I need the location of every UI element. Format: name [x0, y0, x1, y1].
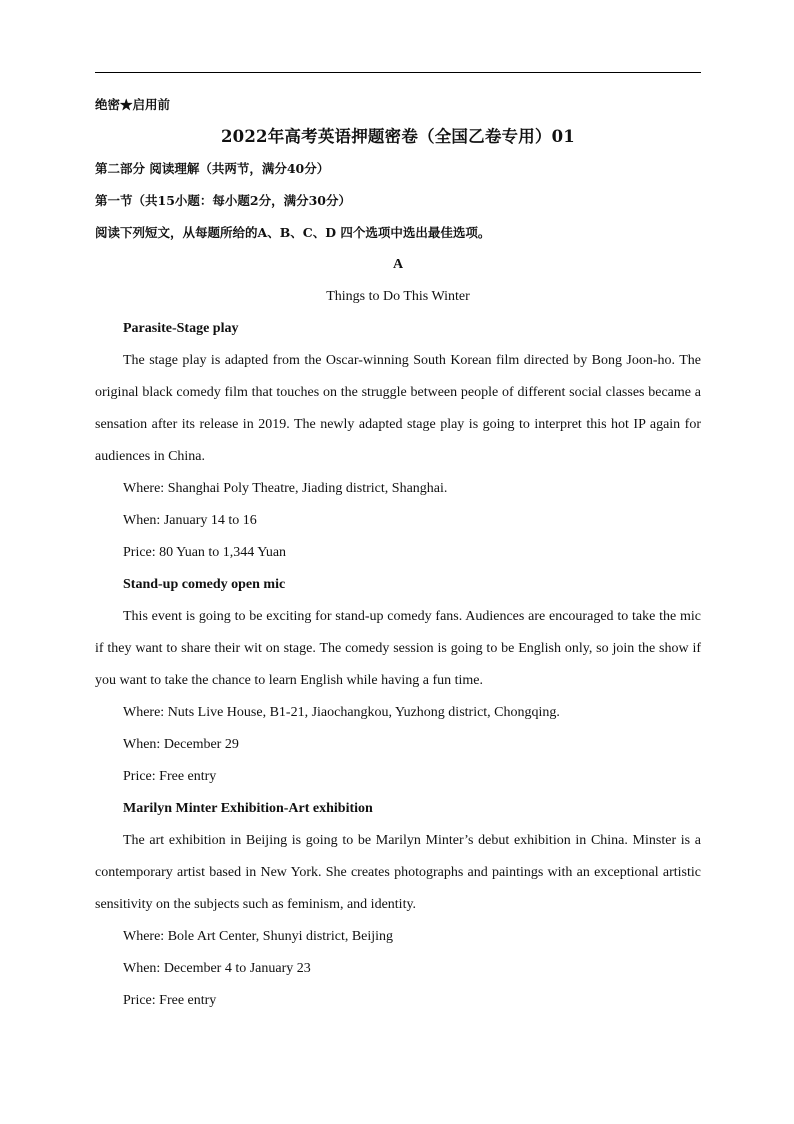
passage-title: Things to Do This Winter	[326, 289, 470, 304]
confidential-label: 绝密★启用前	[95, 97, 171, 112]
header-rule	[95, 72, 701, 73]
event-when: When: December 4 to January 23	[123, 961, 311, 976]
event-description: The art exhibition in Beijing is going to be Marilyn Minter’s debut exhibition in China. Minster is a contemporary artist based in New York. She creates photographs and paintings with an exceptional artistic sensitivity on the subjects such as feminism, and identity.	[95, 833, 701, 912]
exam-title: 2022年高考英语押题密卷（全国乙卷专用）01	[221, 127, 575, 146]
event-name: Marilyn Minter Exhibition-Art exhibition	[123, 801, 373, 816]
event-where: Where: Nuts Live House, B1-21, Jiaochangkou, Yuzhong district, Chongqing.	[123, 705, 560, 720]
event-description: This event is going to be exciting for stand-up comedy fans. Audiences are encouraged to take the mic if they want to share their wit on stage. The comedy session is going to be English only, so join the show if you want to take the chance to learn English while having a fun time.	[95, 609, 701, 688]
event-when: When: January 14 to 16	[123, 513, 257, 528]
event-price: Price: 80 Yuan to 1,344 Yuan	[123, 545, 287, 560]
event-where: Where: Bole Art Center, Shunyi district, Beijing	[123, 929, 394, 944]
event-price: Price: Free entry	[123, 993, 217, 1008]
page-content	[95, 89, 701, 1017]
event-where: Where: Shanghai Poly Theatre, Jiading district, Shanghai.	[123, 481, 448, 496]
event-price: Price: Free entry	[123, 769, 217, 784]
event-name: Parasite-Stage play	[123, 321, 239, 336]
passage-letter: A	[392, 257, 404, 272]
event-when: When: December 29	[123, 737, 239, 752]
event-description: The stage play is adapted from the Oscar-winning South Korean film directed by Bong Joon-ho. The original black comedy film that touches on the struggle between people of different social classes became a sensation after its release in 2019. The newly adapted stage play is going to interpret this hot IP again for audiences in China.	[95, 353, 701, 464]
section-heading: 第一节（共15小题：每小题2分，满分30分）	[95, 193, 351, 208]
event-name: Stand-up comedy open mic	[123, 577, 286, 592]
part-heading: 第二部分 阅读理解（共两节，满分40分）	[95, 161, 330, 176]
instruction-text: 阅读下列短文，从每题所给的A、B、C、D 四个选项中选出最佳选项。	[95, 225, 491, 240]
